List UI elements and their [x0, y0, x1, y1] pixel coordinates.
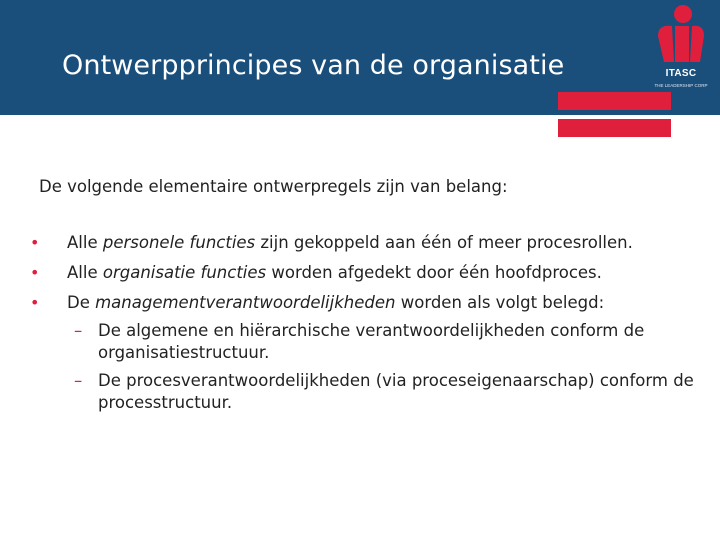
- bullet-text: worden afgedekt door één hoofdproces.: [266, 263, 602, 282]
- subbullet-item-1: [30, 320, 710, 364]
- subbullet-item-2: [30, 370, 710, 414]
- bullet-item-2: [30, 262, 710, 292]
- intro-text: De volgende elementaire ontwerpregels zijn van belang:: [39, 177, 508, 196]
- bullet-text: De: [67, 293, 96, 312]
- bullet-text: worden als volgt belegd:: [395, 293, 605, 312]
- bullet-emphasis: personele functies: [102, 233, 256, 252]
- accent-bar-bottom: [558, 119, 671, 137]
- subbullet-text: organisatiestructuur.: [98, 343, 270, 362]
- dash-icon: –: [74, 321, 83, 340]
- bullet-dot-icon: •: [30, 263, 40, 282]
- slide-title: Ontwerpprincipes van de organisatie: [62, 50, 565, 81]
- itasc-logo-icon: [650, 2, 712, 94]
- bullet-item-1: [30, 232, 710, 262]
- bullet-emphasis: managementverantwoordelijkheden: [95, 293, 396, 312]
- bullet-emphasis: organisatie functies: [102, 263, 267, 282]
- bullet-text: Alle: [67, 263, 103, 282]
- logo-tagline: THE LEADERSHIP CORP: [654, 83, 708, 88]
- bullet-dot-icon: •: [30, 293, 40, 312]
- bullet-dot-icon: •: [30, 233, 40, 252]
- bullet-item-3: [30, 292, 710, 322]
- bullet-list: [30, 232, 710, 422]
- bullet-text: Alle: [67, 233, 103, 252]
- logo-name: ITASC: [665, 68, 697, 79]
- bullet-text: zijn gekoppeld aan één of meer procesrollen.: [255, 233, 633, 252]
- subbullet-text: De procesverantwoordelijkheden (via proceseigenaarschap) conform de: [98, 371, 694, 390]
- accent-bar-top: [558, 92, 671, 110]
- subbullet-text: De algemene en hiërarchische verantwoordelijkheden conform de: [98, 321, 645, 340]
- subbullet-text: processtructuur.: [98, 393, 233, 412]
- dash-icon: –: [74, 371, 83, 390]
